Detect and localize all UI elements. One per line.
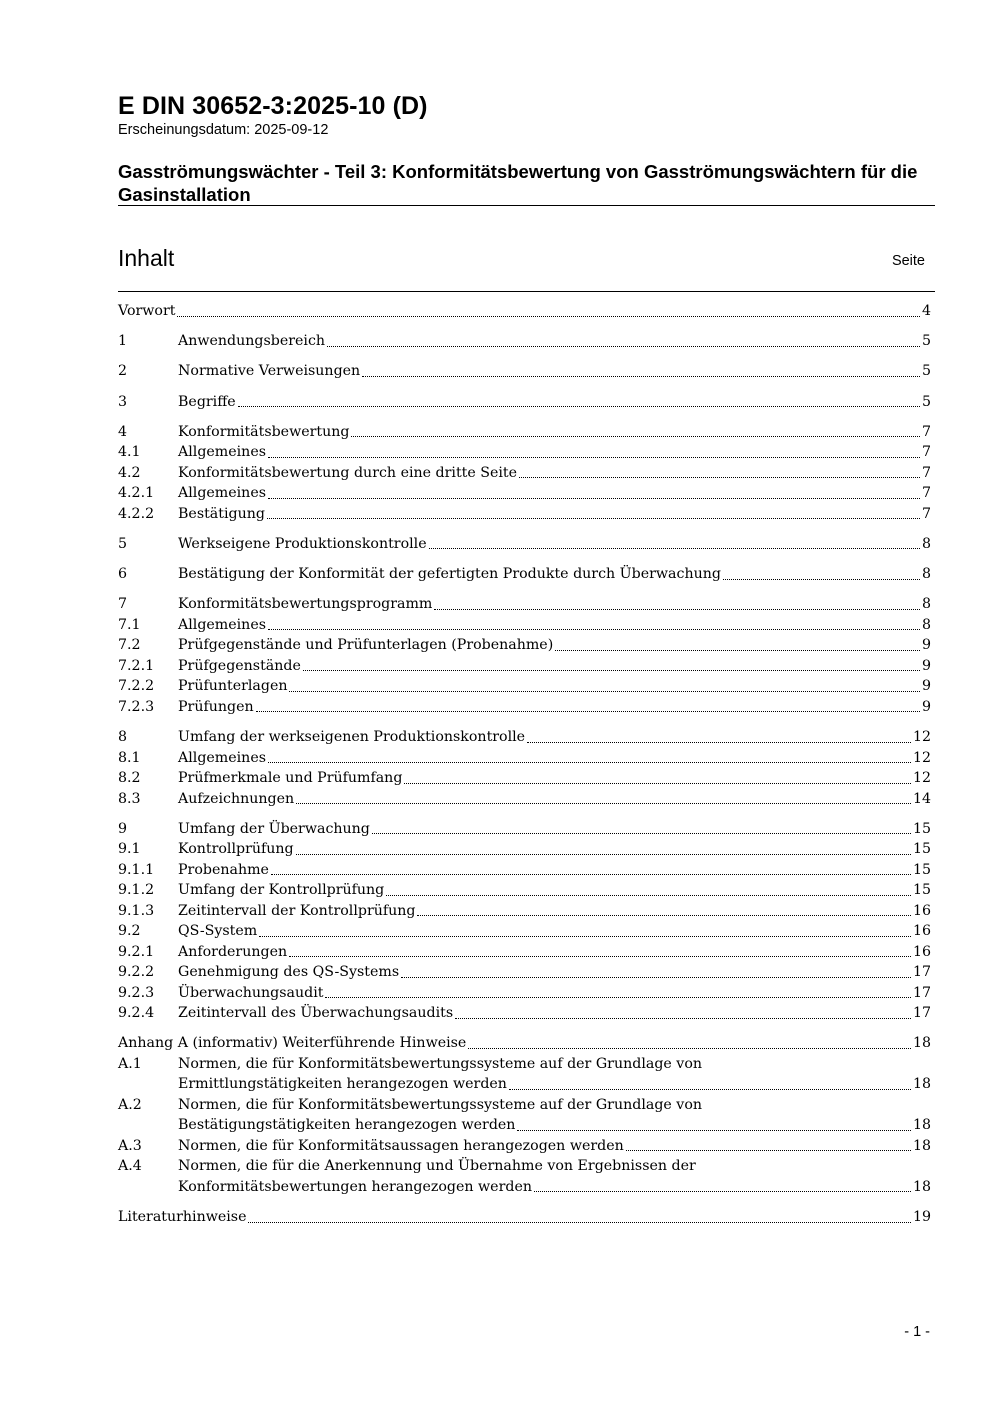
toc-leader-dots: [723, 579, 920, 580]
toc-entry-label: Zeitintervall des Überwachungsaudits: [178, 1005, 454, 1022]
toc-leader-dots: [417, 915, 910, 916]
toc-entry-body: [118, 301, 931, 322]
toc-entry-number: 9.1: [118, 841, 141, 858]
toc-page-number: 7: [921, 505, 931, 522]
toc-group: [118, 819, 931, 1024]
toc-leader-dots: [362, 376, 920, 377]
toc-page-number: 17: [912, 984, 931, 1001]
toc-entry-body: [178, 880, 931, 901]
toc-page-number: 14: [912, 790, 931, 807]
toc-entry-body: [118, 1033, 931, 1054]
toc-entry-label: Umfang der Kontrollprüfung: [178, 882, 385, 899]
toc-entry-body: [178, 962, 931, 983]
toc-entry-number: 7.2: [118, 637, 141, 654]
toc-entry-number: 4.2.2: [118, 505, 155, 522]
toc-entry-body: [178, 789, 931, 810]
toc-entry-label: Allgemeines: [178, 616, 266, 633]
toc-entry-label: Prüfmerkmale und Prüfumfang: [178, 770, 403, 786]
toc-page-number: 18: [912, 1035, 931, 1052]
document-title: Gasströmungswächter - Teil 3: Konformitätsbewertung von Gasströmungswächtern für die Gasinstallation: [118, 161, 918, 205]
toc-page-number: 12: [912, 770, 931, 786]
toc-leader-dots: [401, 977, 911, 978]
toc-group: [118, 1207, 931, 1228]
toc-group: [118, 594, 931, 717]
toc-leader-dots: [527, 742, 911, 743]
toc-page-number: 7: [921, 485, 931, 502]
toc-entry-body: [178, 615, 931, 636]
page-column-label: Seite: [891, 253, 925, 269]
toc-leader-dots: [519, 477, 920, 478]
toc-leader-dots: [468, 1048, 911, 1049]
toc-page-number: 5: [921, 363, 931, 380]
toc-entry-label: Allgemeines: [178, 749, 266, 766]
toc-entry[interactable]: [118, 1207, 931, 1228]
toc-group: [118, 331, 931, 352]
toc-entry-body: [178, 921, 931, 942]
toc-page-number: 8: [921, 616, 931, 633]
toc-entry-label: Anhang A (informativ) Weiterführende Hinweise: [118, 1035, 467, 1052]
toc-leader-dots: [238, 406, 920, 407]
toc-group: [118, 361, 931, 382]
toc-page-number: 9: [921, 637, 931, 654]
toc-page-number: 12: [912, 729, 931, 745]
toc-entry-number: 9: [118, 820, 128, 837]
toc-entry-label: Anwendungsbereich: [178, 333, 326, 350]
toc-entry-body: [118, 1207, 931, 1228]
toc-leader-dots: [259, 936, 911, 937]
toc-page-number: 15: [912, 882, 931, 899]
toc-entry-body: [178, 463, 931, 484]
toc-entry-number: 8.3: [118, 790, 141, 807]
toc-entry-body: [178, 504, 931, 525]
toc-entry-label: Prüfungen: [178, 698, 254, 715]
toc-entry-number: 6: [118, 566, 128, 583]
toc-group: [118, 1033, 931, 1197]
toc-leader-dots: [267, 518, 920, 519]
toc-entry[interactable]: [118, 697, 931, 718]
toc-heading: Inhalt: [118, 245, 175, 271]
toc-entry[interactable]: [118, 331, 931, 352]
toc-entry-label: QS-System: [178, 923, 258, 940]
toc-entry-label: Überwachungsaudit: [178, 984, 324, 1001]
toc-entry-body: [178, 1136, 931, 1157]
toc-page-number: 7: [921, 444, 931, 461]
toc-page-number: 9: [921, 678, 931, 695]
toc-entry[interactable]: [118, 483, 931, 504]
toc-entry[interactable]: [118, 901, 931, 922]
toc-entry-label: Konformitätsbewertung durch eine dritte Seite: [178, 464, 518, 481]
toc-entry-body: [178, 392, 931, 413]
toc-entry-number: 1: [118, 333, 128, 350]
toc-page-number: 4: [921, 303, 931, 319]
toc-entry-body: [178, 1095, 931, 1116]
toc-entry-number: 7: [118, 596, 128, 613]
toc-entry-label: Prüfgegenstände: [178, 657, 301, 674]
toc-group: [118, 564, 931, 585]
toc-entry[interactable]: [118, 768, 931, 789]
toc-entry-continuation[interactable]: [118, 1115, 931, 1136]
toc-leader-dots: [626, 1150, 911, 1151]
toc-entry-body: [178, 635, 931, 656]
toc-entry-label: Normen, die für Konformitätsbewertungssysteme auf der Grundlage von: [178, 1096, 703, 1113]
toc-entry-label: Normen, die für Konformitätsbewertungssysteme auf der Grundlage von: [178, 1055, 703, 1072]
toc-group: [118, 422, 931, 525]
toc-entry[interactable]: [118, 615, 931, 636]
toc-entry[interactable]: [118, 534, 931, 555]
toc-page-number: 12: [912, 749, 931, 766]
toc-entry-label: Aufzeichnungen: [178, 790, 295, 807]
toc-page-number: 7: [921, 464, 931, 481]
toc-entry-body: [178, 1074, 931, 1095]
toc-leader-dots: [372, 833, 911, 834]
toc-entry[interactable]: [118, 921, 931, 942]
toc-entry-number: 4.2.1: [118, 485, 155, 502]
toc-entry-label: Normen, die für Konformitätsaussagen herangezogen werden: [178, 1137, 624, 1154]
toc-entry[interactable]: [118, 361, 931, 382]
toc-page-number: 16: [912, 943, 931, 960]
toc-entry-number: 8: [118, 729, 128, 745]
toc-entry[interactable]: [118, 656, 931, 677]
toc-entry[interactable]: [118, 504, 931, 525]
toc-page-number: 18: [912, 1117, 931, 1134]
toc-leader-dots: [289, 691, 919, 692]
toc-group: [118, 392, 931, 413]
toc-entry[interactable]: [118, 1033, 931, 1054]
toc-entry-body: [178, 697, 931, 718]
toc-page-number: 18: [912, 1178, 931, 1195]
toc-entry-number: 4.2: [118, 464, 141, 481]
toc-entry-number: 9.2.3: [118, 984, 155, 1001]
toc-entry-body: [178, 676, 931, 697]
toc-entry-label: Konformitätsbewertung: [178, 423, 350, 440]
toc-entry-number: 7.2.3: [118, 698, 155, 715]
toc-leader-dots: [386, 895, 911, 896]
toc-page-number: 19: [912, 1209, 931, 1226]
toc-divider: [118, 291, 935, 292]
toc-entry-number: 7.1: [118, 616, 141, 633]
toc-leader-dots: [429, 548, 920, 549]
toc-entry-body: [178, 1156, 931, 1177]
toc-entry-label: Begriffe: [178, 393, 236, 410]
toc-page-number: 5: [921, 393, 931, 410]
toc-entry[interactable]: [118, 1003, 931, 1024]
toc-group: [118, 301, 931, 322]
toc-entry[interactable]: [118, 727, 931, 748]
toc-entry-label: Normative Verweisungen: [178, 363, 361, 380]
toc-page-number: 16: [912, 902, 931, 919]
toc-leader-dots: [325, 997, 910, 998]
toc-entry-number: 9.2.4: [118, 1005, 155, 1022]
toc-entry-body: [178, 901, 931, 922]
toc-page-number: 17: [912, 964, 931, 981]
toc-leader-dots: [296, 803, 911, 804]
toc-entry-body: [178, 819, 931, 840]
toc-entry-body: [178, 594, 931, 615]
toc-leader-dots: [296, 854, 911, 855]
toc-entry-number: 7.2.2: [118, 678, 155, 695]
toc-leader-dots: [248, 1222, 910, 1223]
toc-entry-number: 2: [118, 363, 128, 380]
toc-page-number: 18: [912, 1076, 931, 1093]
toc-entry-body: [178, 768, 931, 789]
toc-entry[interactable]: [118, 392, 931, 413]
toc-entry-number: 8.2: [118, 770, 141, 786]
toc-entry[interactable]: [118, 564, 931, 585]
toc-entry-number: 4.1: [118, 444, 141, 461]
toc-entry-label: Bestätigung der Konformität der gefertigten Produkte durch Überwachung: [178, 566, 721, 583]
toc-entry-label: Vorwort: [118, 303, 176, 319]
toc-entry-number: A.1: [118, 1055, 142, 1072]
toc-entry[interactable]: [118, 463, 931, 484]
publication-date: Erscheinungsdatum: 2025-09-12: [118, 122, 329, 138]
toc-entry[interactable]: [118, 422, 931, 443]
toc-entry-continuation[interactable]: [118, 1074, 931, 1095]
toc-entry-label-continued: Bestätigungstätigkeiten herangezogen werden: [178, 1117, 516, 1134]
toc-entry-number: A.3: [118, 1137, 142, 1154]
toc-entry-number: 9.1.2: [118, 882, 155, 899]
toc-page-number: 7: [921, 423, 931, 440]
toc-entry-body: [178, 1115, 931, 1136]
toc-entry-label: Allgemeines: [178, 444, 266, 461]
toc-entry[interactable]: [118, 594, 931, 615]
toc-leader-dots: [268, 762, 911, 763]
toc-entry[interactable]: [118, 880, 931, 901]
toc-page-number: 17: [912, 1005, 931, 1022]
toc-entry-number: 5: [118, 535, 128, 552]
toc-entry-label-continued: Ermittlungstätigkeiten herangezogen werden: [178, 1076, 507, 1093]
toc-entry-label: Bestätigung: [178, 505, 265, 522]
toc-page-number: 18: [912, 1137, 931, 1154]
toc-entry-number: 9.2.2: [118, 964, 155, 981]
toc-page-number: 16: [912, 923, 931, 940]
toc-entry-label: Prüfgegenstände und Prüfunterlagen (Probenahme): [178, 637, 554, 654]
toc-entry-body: [178, 942, 931, 963]
toc-entry-label-continued: Konformitätsbewertungen herangezogen werden: [178, 1178, 532, 1195]
toc-entry-body: [178, 748, 931, 769]
toc-entry-label: Werkseigene Produktionskontrolle: [178, 535, 427, 552]
toc-entry[interactable]: [118, 983, 931, 1004]
toc-entry-label: Normen, die für die Anerkennung und Übernahme von Ergebnissen der: [178, 1158, 696, 1175]
toc-page-number: 8: [921, 535, 931, 552]
toc-page-number: 15: [912, 861, 931, 878]
toc-entry-label: Konformitätsbewertungsprogramm: [178, 596, 433, 613]
toc-entry-body: [178, 656, 931, 677]
toc-entry-number: 3: [118, 393, 128, 410]
toc-page-number: 15: [912, 841, 931, 858]
toc-entry-label: Genehmigung des QS-Systems: [178, 964, 400, 981]
toc-entry[interactable]: [118, 1054, 931, 1075]
toc-entry-number: A.4: [118, 1158, 142, 1175]
toc-leader-dots: [289, 956, 911, 957]
toc-entry[interactable]: [118, 748, 931, 769]
toc-leader-dots: [268, 498, 920, 499]
toc-entry-body: [178, 1054, 931, 1075]
toc-entry-body: [178, 534, 931, 555]
toc-page-number: 5: [921, 333, 931, 350]
toc-group: [118, 727, 931, 809]
title-divider: [118, 205, 935, 206]
toc-entry[interactable]: [118, 676, 931, 697]
toc-entry-label: Umfang der Überwachung: [178, 820, 370, 837]
toc-leader-dots: [434, 609, 920, 610]
toc-entry-number: 9.2.1: [118, 943, 155, 960]
toc-entry[interactable]: [118, 635, 931, 656]
toc-entry[interactable]: [118, 942, 931, 963]
toc-entry-body: [178, 564, 931, 585]
toc-entry-body: [178, 483, 931, 504]
toc-entry[interactable]: [118, 301, 931, 322]
toc-leader-dots: [256, 711, 920, 712]
toc-entry-body: [178, 422, 931, 443]
toc-entry-number: 9.2: [118, 923, 141, 940]
toc-entry-body: [178, 983, 931, 1004]
toc-entry[interactable]: [118, 442, 931, 463]
toc-entry-body: [178, 839, 931, 860]
toc-leader-dots: [404, 783, 911, 784]
toc-leader-dots: [303, 670, 920, 671]
toc-leader-dots: [177, 316, 920, 317]
toc-entry-label: Umfang der werkseigenen Produktionskontrolle: [178, 729, 526, 745]
toc-leader-dots: [327, 346, 920, 347]
toc-page-number: 8: [921, 566, 931, 583]
toc-entry-label: Kontrollprüfung: [178, 841, 294, 858]
toc-entry-body: [178, 331, 931, 352]
toc-entry-label: Prüfunterlagen: [178, 678, 288, 695]
toc-entry[interactable]: [118, 839, 931, 860]
toc-page-number: 9: [921, 657, 931, 674]
toc-entry[interactable]: [118, 819, 931, 840]
toc-entry[interactable]: [118, 962, 931, 983]
toc-page-number: 8: [921, 596, 931, 613]
toc-leader-dots: [517, 1130, 910, 1131]
toc-entry[interactable]: [118, 1136, 931, 1157]
toc-entry-number: A.2: [118, 1096, 142, 1113]
toc-entry[interactable]: [118, 789, 931, 810]
toc-leader-dots: [555, 650, 920, 651]
page-number: - 1 -: [904, 1324, 930, 1340]
toc-entry-body: [178, 727, 931, 748]
toc-entry[interactable]: [118, 1156, 931, 1177]
toc-page-number: 15: [912, 820, 931, 837]
toc-entry-continuation[interactable]: [118, 1177, 931, 1198]
toc-leader-dots: [509, 1089, 911, 1090]
toc-entry-number: 4: [118, 423, 128, 440]
toc-entry-body: [178, 1003, 931, 1024]
toc-entry-label: Allgemeines: [178, 485, 266, 502]
toc-page-number: 9: [921, 698, 931, 715]
toc-leader-dots: [351, 436, 920, 437]
toc-leader-dots: [455, 1018, 911, 1019]
table-of-contents: [118, 301, 931, 1237]
document-id: E DIN 30652-3:2025-10 (D): [118, 92, 428, 120]
toc-entry-body: [178, 1177, 931, 1198]
toc-entry-number: 9.1.1: [118, 861, 155, 878]
toc-leader-dots: [268, 629, 920, 630]
toc-entry-label: Literaturhinweise: [118, 1209, 247, 1226]
toc-entry-body: [178, 442, 931, 463]
toc-entry-label: Anforderungen: [178, 943, 288, 960]
toc-entry[interactable]: [118, 1095, 931, 1116]
toc-group: [118, 534, 931, 555]
toc-entry-body: [178, 860, 931, 881]
toc-entry-label: Probenahme: [178, 861, 269, 878]
toc-entry-number: 7.2.1: [118, 657, 155, 674]
toc-leader-dots: [534, 1191, 911, 1192]
toc-entry[interactable]: [118, 860, 931, 881]
toc-entry-label: Zeitintervall der Kontrollprüfung: [178, 902, 416, 919]
toc-entry-number: 9.1.3: [118, 902, 155, 919]
toc-entry-body: [178, 361, 931, 382]
toc-leader-dots: [271, 874, 911, 875]
toc-entry-number: 8.1: [118, 749, 141, 766]
toc-leader-dots: [268, 457, 920, 458]
